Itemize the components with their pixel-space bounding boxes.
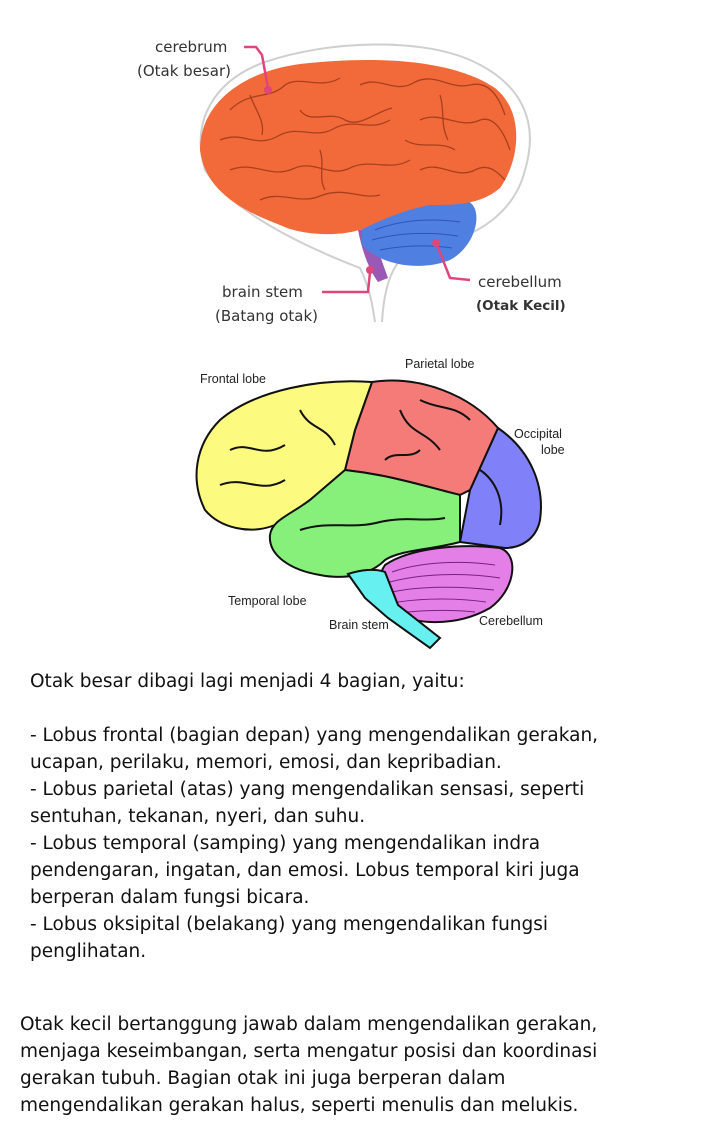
- lobes-description: - Lobus frontal (bagian depan) yang mengendalikan gerakan, ucapan, perilaku, memori, emosi, dan kepribadian. - Lobus parietal (atas) yang mengendalikan sensasi, seperti sentuhan, tekanan, nyeri, dan suhu. - Lobus temporal (samping) yang mengendalikan indra pendengaran, ingatan, dan emosi. Lobus temporal kiri juga berperan dalam fungsi bicara. - Lobus oksipital (belakang) yang mengendalikan fungsi penglihatan.: [30, 725, 599, 962]
- cerebellum-local-label: (Otak Kecil): [476, 298, 566, 314]
- brain-stem-local-label: (Batang otak): [215, 307, 318, 325]
- occipital-lobe-label-2: lobe: [541, 443, 565, 457]
- cerebrum-label: cerebrum: [155, 38, 228, 56]
- cerebellum-description: Otak kecil bertanggung jawab dalam mengendalikan gerakan, menjaga keseimbangan, serta mengatur posisi dan koordinasi gerakan tubuh. Bagian otak ini juga berperan dalam mengendalikan gerakan halus, seperti menulis dan melukis.: [20, 1014, 598, 1116]
- cerebellum-lobe-label: Cerebellum: [479, 614, 543, 628]
- temporal-lobe-label: Temporal lobe: [228, 594, 307, 608]
- frontal-lobe-label: Frontal lobe: [200, 372, 267, 386]
- parietal-lobe-label: Parietal lobe: [405, 357, 475, 371]
- cerebrum-local-label: (Otak besar): [137, 62, 231, 80]
- intro-text: Otak besar dibagi lagi menjadi 4 bagian, yaitu:: [30, 671, 465, 692]
- brain-overview-illustration: [0, 0, 720, 340]
- brain-stem-lobe-label: Brain stem: [329, 618, 389, 632]
- brain-lobes-illustration: [0, 350, 720, 650]
- brain-stem-label: brain stem: [222, 283, 303, 301]
- cerebellum-label: cerebellum: [478, 273, 562, 291]
- occipital-lobe-label-1: Occipital: [514, 427, 562, 441]
